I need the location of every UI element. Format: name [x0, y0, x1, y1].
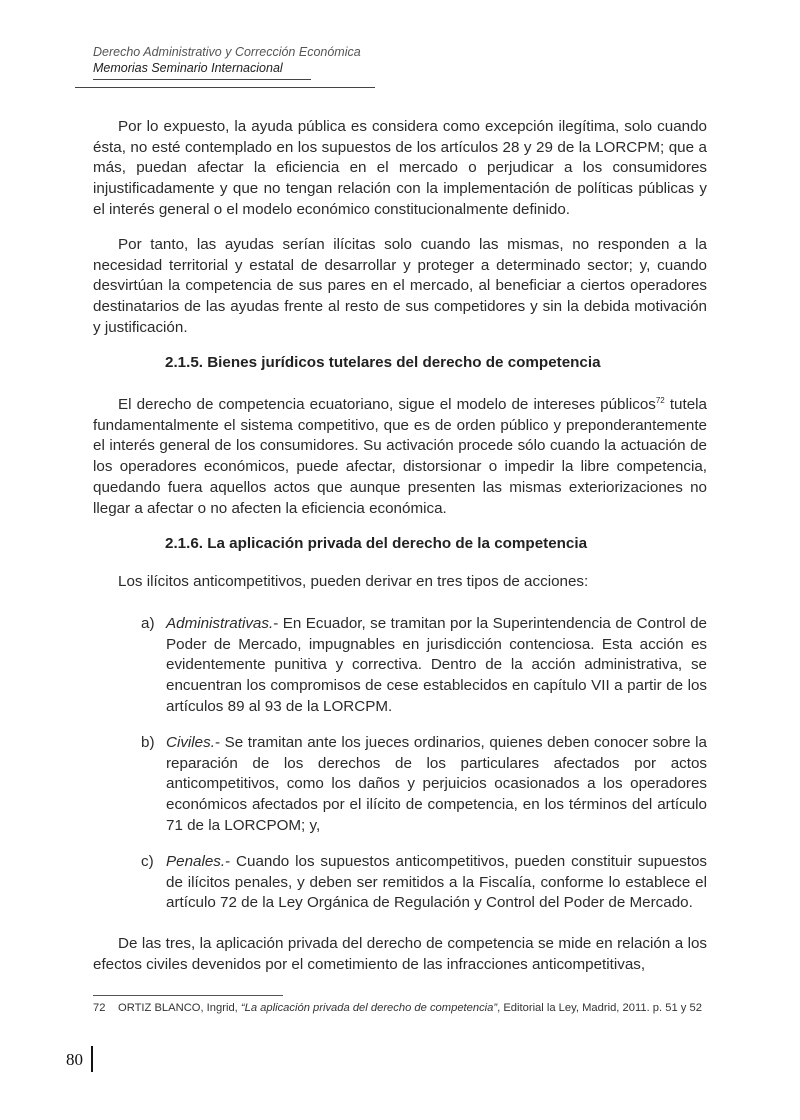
- paragraph-conclusion: [93, 934, 707, 975]
- list-item-administrativas: [141, 614, 707, 718]
- list-marker: b): [141, 734, 155, 751]
- footnote-reference[interactable]: 72: [655, 395, 665, 405]
- list-text: - Cuando los supuestos anticompetitivos, pueden constituir supuestos de ilícitos penales, y deben ser remitidos a la Fiscalía, conforme lo establece el artículo 72 de la Ley Orgánica de Regulación y Control del Poder de Mercado.: [166, 853, 707, 912]
- footnote-number: 72: [93, 1002, 106, 1014]
- list-item-content: [166, 614, 707, 718]
- header-rule-long: [75, 87, 375, 88]
- footnote-publication: , Editorial la Ley, Madrid, 2011. p. 51 y 52: [497, 1002, 702, 1014]
- paragraph-ayudas-ilicitas: [93, 235, 707, 339]
- paragraph-ayuda-publica: [93, 117, 707, 221]
- header-book-title: Derecho Administrativo y Corrección Económica: [93, 45, 361, 59]
- running-header: [93, 44, 393, 76]
- paragraph-derecho-competencia: [93, 395, 707, 519]
- list-item-penales: [141, 852, 707, 914]
- paragraph-text-end: tutela fundamentalmente el sistema competitivo, que es de orden público y preponderantemente el interés general de los consumidores. Su activación procede sólo cuando la actuación de los operadores económicos, puede afectar, distorsionar o impedir la libre competencia, quedando fuera aquellos actos que aunque presenten las mismas exteriorizaciones no llegar a afectar o no afecten la eficiencia económica.: [93, 396, 707, 517]
- list-marker: c): [141, 853, 154, 870]
- list-term: Civiles.: [166, 734, 215, 751]
- footnote-72: [93, 1000, 707, 1016]
- list-text: - Se tramitan ante los jueces ordinarios, quienes deben conocer sobre la reparación de los derechos de los particulares afectados por actos anticompetitivos, como los daños y perjuicios ocasionados a los operadores económicos afectados por el ilícito de competencia, en los términos del artículo 71 de la LORCPOM; y,: [166, 734, 707, 834]
- paragraph-text: De las tres, la aplicación privada del derecho de competencia se mide en relación a los efectos civiles devenidos por el cometimiento de las infracciones anticompetitivas,: [93, 935, 707, 973]
- paragraph-text: [93, 395, 707, 519]
- section-heading-2-1-6: 2.1.6. La aplicación privada del derecho de la competencia: [165, 535, 588, 552]
- paragraph-text: Por tanto, las ayudas serían ilícitas solo cuando las mismas, no responden a la necesidad territorial y estatal de desarrollar y proteger a determinado sector; y, cuando desvirtúan la competencia de sus pares en el mercado, al beneficiar a ciertos operadores destinatarios de las ayudas frente al resto de sus competidores y sin la debida motivación y justificación.: [93, 236, 707, 336]
- list-item-civiles: [141, 733, 707, 837]
- list-marker: a): [141, 615, 155, 632]
- paragraph-ilicitos-intro: [93, 572, 707, 593]
- footnote-text: [118, 1000, 707, 1016]
- list-term: Penales.: [166, 853, 226, 870]
- footnote-separator: [93, 995, 283, 996]
- list-item-content: [166, 852, 707, 914]
- header-rule-short: [93, 79, 311, 80]
- footnote-title: “La aplicación privada del derecho de competencia”: [240, 1002, 498, 1014]
- list-text: - En Ecuador, se tramitan por la Superintendencia de Control de Poder de Mercado, impugnables en jurisdicción contenciosa. Esta acción es evidentemente punitiva y correctiva. Dentro de la acción administrativa, se encuentran los compromisos de cese establecidos en capítulo VII a partir de los artículos 89 al 93 de la LORCPM.: [166, 615, 707, 715]
- list-term: Administrativas.: [166, 615, 274, 632]
- paragraph-text-start: El derecho de competencia ecuatoriano, sigue el modelo de intereses públicos: [118, 396, 656, 413]
- footnote-author: ORTIZ BLANCO, Ingrid,: [118, 1002, 241, 1014]
- section-heading-2-1-5: 2.1.5. Bienes jurídicos tutelares del derecho de competencia: [165, 354, 601, 371]
- page-number: 80: [66, 1050, 83, 1069]
- list-item-content: [166, 733, 707, 837]
- page-number-bar: [91, 1046, 93, 1072]
- paragraph-text: Por lo expuesto, la ayuda pública es considera como excepción ilegítima, solo cuando ésta, no esté contemplado en los supuestos de los artículos 28 y 29 de la LORCPM; que a más, puedan afectar la eficiencia en el mercado o perjudicar a los consumidores injustificadamente y que no tengan relación con la implementación de políticas públicas y el interés general o el modelo económico constitucionalmente definido.: [93, 118, 707, 218]
- header-subtitle: Memorias Seminario Internacional: [93, 61, 283, 75]
- paragraph-text: Los ilícitos anticompetitivos, pueden derivar en tres tipos de acciones:: [118, 573, 589, 590]
